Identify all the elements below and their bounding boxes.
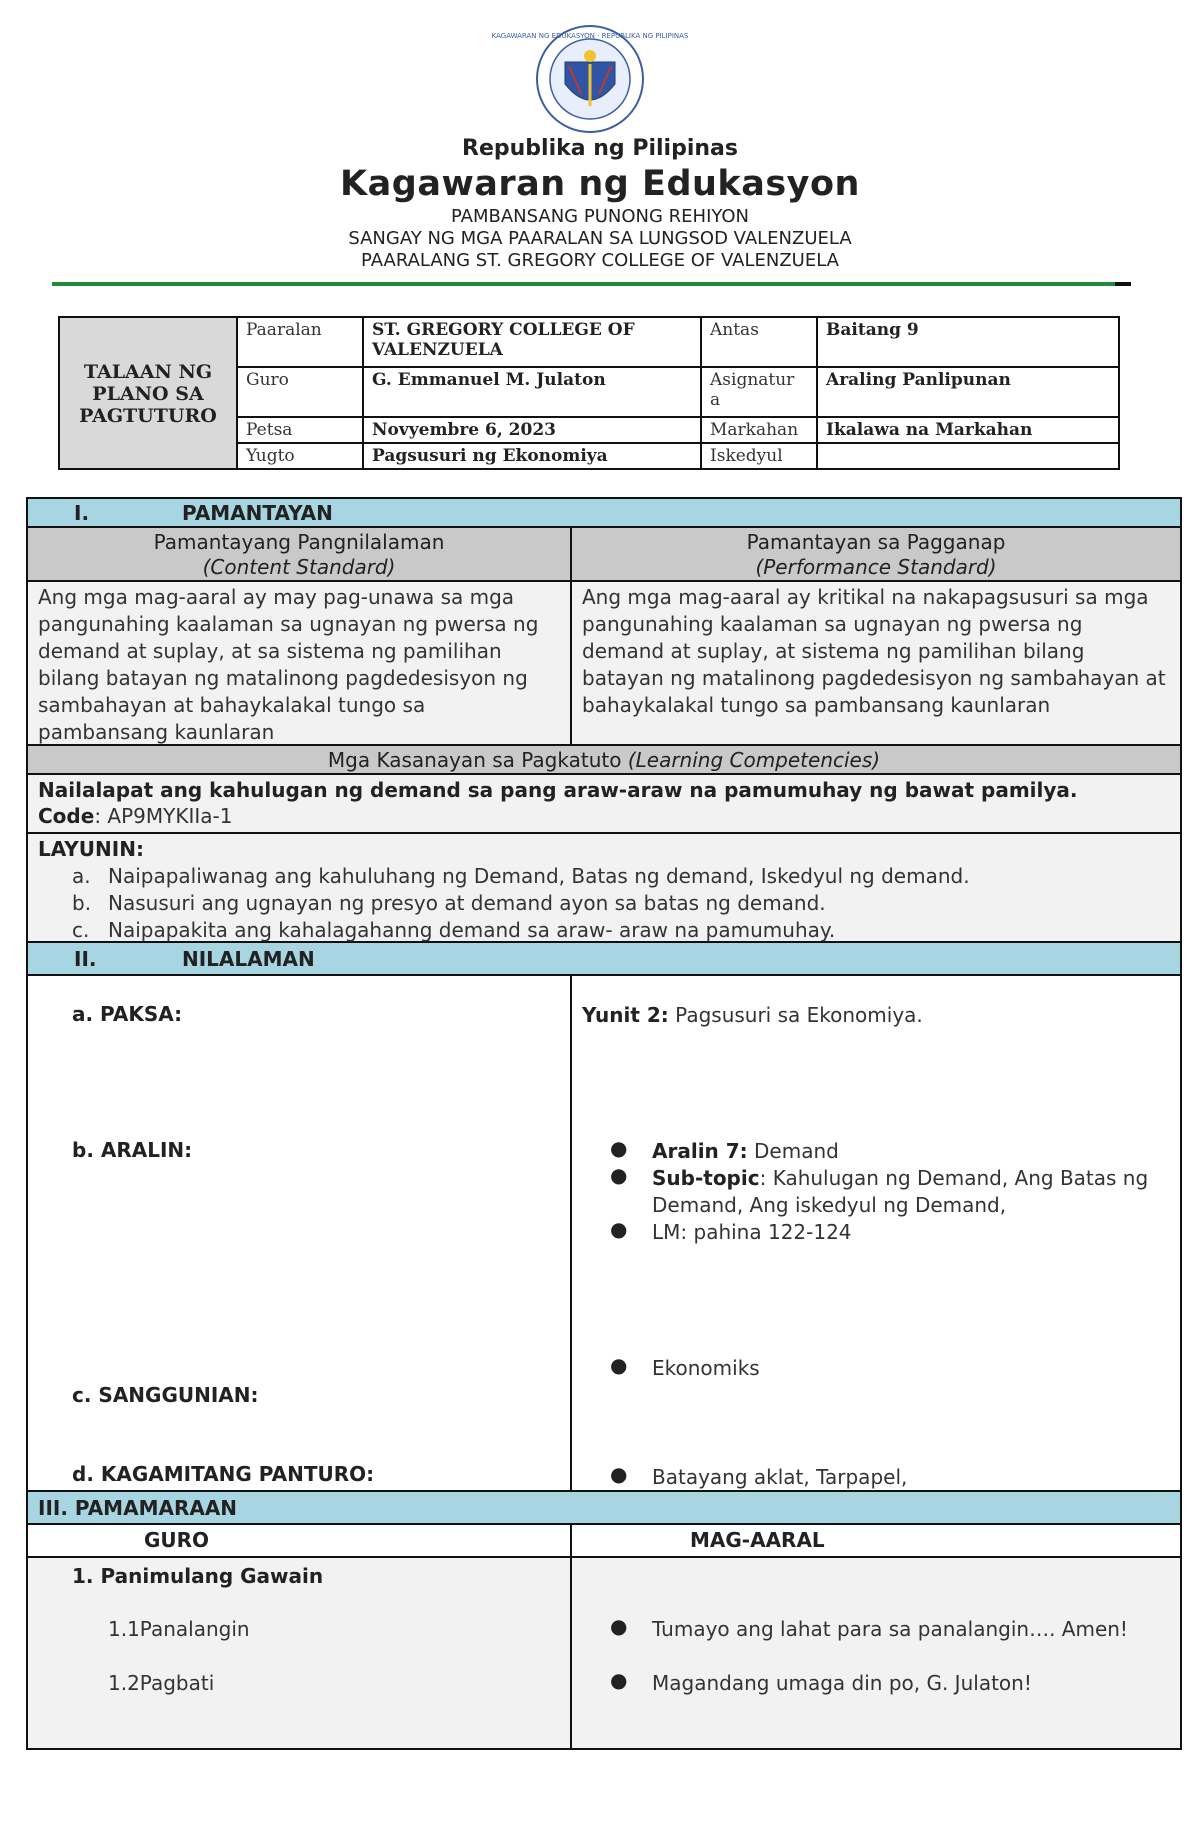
pamamaraan-header-row [28, 1525, 1180, 1558]
layunin-item [38, 917, 1170, 944]
antas-label: Antas [701, 317, 817, 367]
section-title: PAMANTAYAN [182, 501, 333, 525]
aralin-label: b. ARALIN: [72, 1138, 193, 1162]
antas-value: Baitang 9 [817, 317, 1119, 367]
bullet-icon: ● [610, 1462, 628, 1486]
guro-column-header: GURO [28, 1525, 572, 1556]
pagbati-step: 1.2Pagbati [108, 1671, 215, 1695]
kagamitan-label: d. KAGAMITANG PANTURO: [72, 1462, 375, 1486]
petsa-value: Novyembre 6, 2023 [363, 417, 701, 443]
paaralan-label: Paaralan [237, 317, 363, 367]
svg-text:KAGAWARAN NG EDUKASYON · REPUB: KAGAWARAN NG EDUKASYON · REPUBLIKA NG PILIPINAS [491, 32, 689, 40]
bullet-icon: ● [610, 1668, 628, 1692]
layunin-letter: c. [72, 918, 90, 942]
standards-text-row [28, 582, 1180, 746]
section-nilalaman [28, 943, 1180, 976]
section-title: III. PAMAMARAAN [38, 1496, 238, 1520]
panalangin-step: 1.1Panalangin [108, 1617, 250, 1641]
bullet-icon: ● [610, 1163, 628, 1187]
iskedyul-value [817, 443, 1119, 469]
petsa-label: Petsa [237, 417, 363, 443]
region-line: PAMBANSANG PUNONG REHIYON [450, 206, 750, 227]
lesson-plan-title: TALAAN NG PLANO SA PAGTUTURO [59, 317, 237, 469]
yugto-value: Pagsusuri ng Ekonomiya [363, 443, 701, 469]
section-title: NILALAMAN [182, 947, 315, 971]
yugto-label: Yugto [237, 443, 363, 469]
school-line: PAARALANG ST. GREGORY COLLEGE OF VALENZUELA [361, 250, 839, 271]
header-rule [52, 282, 1130, 286]
header-rule-end [1115, 282, 1131, 286]
magaaral-column-header: MAG-AARAL [690, 1528, 825, 1552]
layunin-letter: a. [72, 864, 91, 888]
layunin-text: Naipapakita ang kahalagahanng demand sa araw- araw na pamumuhay. [108, 918, 836, 942]
section-pamamaraan [28, 1492, 1180, 1525]
aralin-item-2: Sub-topic: Kahulugan ng Demand, Ang Batas ng Demand, Ang iskedyul ng Demand, [652, 1166, 1149, 1217]
asignatura-value: Araling Panlipunan [817, 367, 1119, 417]
paaralan-value: ST. GREGORY COLLEGE OF VALENZUELA [363, 317, 701, 367]
section-number: II. [74, 947, 97, 971]
lesson-info-table [58, 316, 1120, 470]
layunin-text: Naipapaliwanag ang kahuluhang ng Demand, Batas ng demand, Iskedyul ng demand. [108, 864, 970, 888]
aralin-item-1: Aralin 7: Demand [652, 1139, 839, 1163]
republic-heading: Republika ng Pilipinas [462, 136, 738, 161]
sanggunian-label: c. SANGGUNIAN: [72, 1383, 259, 1407]
layunin-list [38, 863, 1170, 944]
paksa-value: Yunit 2: Pagsusuri sa Ekonomiya. [582, 1003, 923, 1027]
layunin-text: Nasusuri ang ugnayan ng presyo at demand ayon sa batas ng demand. [108, 891, 826, 915]
guro-column [28, 1558, 572, 1748]
markahan-value: Ikalawa na Markahan [817, 417, 1119, 443]
content-standard-header: Pamantayang Pangnilalaman (Content Standard) [28, 528, 572, 580]
competencies-header: Mga Kasanayan sa Pagkatuto (Learning Competencies) [28, 746, 1180, 775]
nilalaman-labels [28, 976, 572, 1490]
paksa-label: a. PAKSA: [72, 1002, 183, 1026]
lesson-plan-body [26, 497, 1182, 1750]
bullet-icon: ● [610, 1217, 628, 1241]
department-heading: Kagawaran ng Edukasyon [340, 164, 860, 204]
aralin-item-3: LM: pahina 122-124 [652, 1220, 852, 1244]
bullet-icon: ● [610, 1136, 628, 1160]
panimulang-gawain: 1. Panimulang Gawain [72, 1564, 324, 1588]
performance-standard-text: Ang mga mag-aaral ay kritikal na nakapagsusuri sa mga pangunahing kaalaman sa ugnayan ng pwersa ng demand at suplay, at sistema ng pamilihan bilang batayan ng matalinong pagdedesisyon ng sambahayan at bahaykalakal tungo sa pambansang kaunlaran [582, 585, 1166, 717]
nilalaman-values [572, 976, 1180, 1490]
content-standard-text: Ang mga mag-aaral ay may pag-unawa sa mga pangunahing kaalaman sa ugnayan ng pwersa ng demand at suplay, at sa sistema ng pamilihan bilang batayan ng matalinong pagdedesisyon ng sambahayan at bahaykalakal tungo sa pambansang kaunlaran [28, 582, 572, 744]
layunin-item [38, 890, 1170, 917]
standards-header-row [28, 528, 1180, 582]
competency-statement: Nailalapat ang kahulugan ng demand sa pang araw-araw na pamumuhay ng bawat pamilya. [38, 778, 1078, 802]
pamamaraan-content-row [28, 1558, 1180, 1748]
nilalaman-content-row [28, 976, 1180, 1492]
bullet-icon: ● [610, 1353, 628, 1377]
pagbati-response: Magandang umaga din po, G. Julaton! [652, 1671, 1032, 1695]
layunin-title: LAYUNIN: [38, 837, 144, 861]
competency-row [28, 775, 1180, 834]
performance-standard-header: Pamantayan sa Pagganap (Performance Standard) [746, 530, 1006, 579]
guro-label: Guro [237, 367, 363, 417]
layunin-item [38, 863, 1170, 890]
section-pamantayan [28, 499, 1180, 528]
section-number: I. [74, 501, 90, 525]
division-line: SANGAY NG MGA PAARALAN SA LUNGSOD VALENZUELA [348, 228, 852, 249]
asignatura-label: Asignatur a [701, 367, 817, 417]
layunin-letter: b. [72, 891, 92, 915]
markahan-label: Markahan [701, 417, 817, 443]
iskedyul-label: Iskedyul [701, 443, 817, 469]
layunin-row [28, 834, 1180, 943]
kagamitan-value: Batayang aklat, Tarpapel, [652, 1465, 908, 1489]
deped-seal-logo [491, 24, 689, 134]
magaaral-column [572, 1558, 1180, 1748]
panalangin-response: Tumayo ang lahat para sa panalangin…. Amen! [652, 1617, 1128, 1641]
sanggunian-value: Ekonomiks [652, 1356, 760, 1380]
bullet-icon: ● [610, 1614, 628, 1638]
competency-code: Code: AP9MYKIIa-1 [38, 804, 233, 828]
guro-value: G. Emmanuel M. Julaton [363, 367, 701, 417]
